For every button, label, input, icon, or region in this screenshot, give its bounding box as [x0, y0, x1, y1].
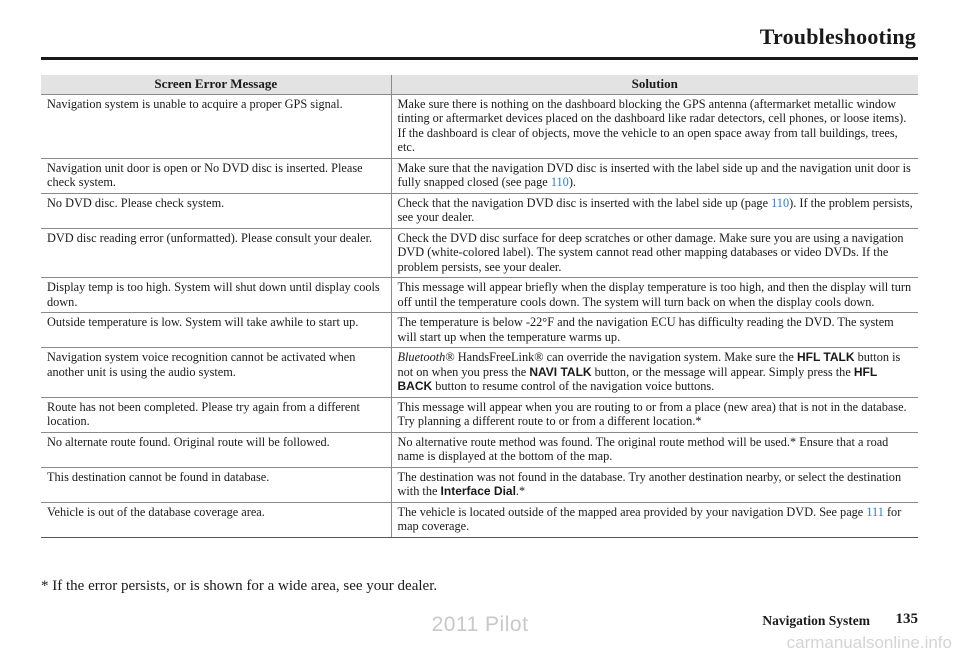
solution-text: Make sure there is nothing on the dashboard blocking the GPS antenna (aftermarket metallic window tinting or aftermarket devices placed on the dashboard like radar detectors, cell phones, or loose items). If the dashboard is clear of objects, move the vehicle to an open space away from tall buildings, trees, etc.	[397, 96, 907, 154]
error-message-cell: Navigation system voice recognition cannot be activated when another unit is using the audio system.	[41, 348, 391, 398]
table-row	[41, 94, 918, 158]
control-name: HFL TALK	[796, 350, 855, 364]
watermark-model: 2011 Pilot	[431, 613, 529, 636]
error-message-cell: No DVD disc. Please check system.	[41, 193, 391, 228]
page-reference-link[interactable]: 110	[771, 195, 790, 210]
table-row	[41, 397, 918, 432]
footer-section-label: Navigation System	[762, 613, 870, 628]
error-message-cell: This destination cannot be found in database.	[41, 467, 391, 502]
footnote: * If the error persists, or is shown for a wide area, see your dealer.	[41, 578, 438, 594]
table-row	[41, 278, 918, 313]
solution-cell	[391, 278, 918, 313]
solution-text: This message will appear when you are routing to or from a place (new area) that is not in the database. Try planning a different route to or from a different location.*	[397, 399, 907, 428]
table-row	[41, 502, 918, 537]
error-table	[41, 75, 918, 538]
control-name: Interface Dial	[440, 484, 516, 498]
error-message-cell: Outside temperature is low. System will take awhile to start up.	[41, 313, 391, 348]
solution-cell	[391, 94, 918, 158]
solution-text: Check the DVD disc surface for deep scratches or other damage. Make sure you are using a navigation DVD (white-colored label). The system cannot read other mapping databases or video DVDs. If the problem persists, see your dealer.	[397, 230, 904, 274]
table-row	[41, 228, 918, 278]
solution-cell	[391, 348, 918, 398]
solution-text: ® HandsFreeLink® can override the navigation system. Make sure the	[445, 350, 797, 364]
page-title: Troubleshooting	[759, 24, 916, 49]
control-name: HFL BACK	[397, 364, 877, 393]
solution-text: ). If the problem persists, see your dealer.	[397, 195, 913, 224]
solution-text: The destination was not found in the database. Try another destination nearby, or select the destination with the	[397, 469, 902, 498]
column-header-solution: Solution	[391, 75, 918, 94]
column-header-message: Screen Error Message	[41, 75, 391, 94]
solution-text: Make sure that the navigation DVD disc is inserted with the label side up and the navigation unit door is fully snapped closed (see page	[397, 160, 911, 189]
error-message-cell: Vehicle is out of the database coverage area.	[41, 502, 391, 537]
page-number: 135	[895, 611, 918, 627]
table-row	[41, 348, 918, 398]
page-reference-link[interactable]: 110	[550, 175, 569, 189]
table-row	[41, 432, 918, 467]
solution-cell	[391, 313, 918, 348]
solution-cell	[391, 502, 918, 537]
solution-cell	[391, 467, 918, 502]
solution-cell	[391, 432, 918, 467]
solution-text: No alternative route method was found. The original route method will be used.* Ensure that a road name is displayed at the bottom of the map.	[397, 434, 889, 463]
page-reference-link[interactable]: 111	[866, 504, 884, 519]
table-body	[41, 94, 918, 537]
table-row	[41, 313, 918, 348]
table-header-row	[41, 75, 918, 94]
solution-text: button, or the message will appear. Simply press the	[591, 364, 854, 379]
control-name: NAVI TALK	[529, 364, 592, 379]
title-rule	[41, 57, 918, 60]
solution-text: ).	[568, 175, 576, 189]
table-row	[41, 158, 918, 193]
solution-text: Check that the navigation DVD disc is inserted with the label side up (page	[397, 195, 772, 210]
solution-text: .*	[515, 484, 526, 498]
solution-text: for map coverage.	[397, 504, 902, 533]
solution-text: button is not on when you press the	[397, 350, 901, 379]
solution-text: The vehicle is located outside of the mapped area provided by your navigation DVD. See page	[397, 504, 867, 519]
solution-cell	[391, 228, 918, 278]
solution-cell	[391, 397, 918, 432]
error-message-cell: Route has not been completed. Please try again from a different location.	[41, 397, 391, 432]
table-row	[41, 467, 918, 502]
error-message-cell: Navigation unit door is open or No DVD disc is inserted. Please check system.	[41, 158, 391, 193]
solution-text: This message will appear briefly when the display temperature is too high, and then the display will turn off until the temperature cools down. The system will turn back on when the display cools down.	[397, 280, 912, 309]
watermark-site: carmanualsonline.info	[786, 633, 952, 652]
solution-cell	[391, 158, 918, 193]
error-message-cell: Display temp is too high. System will shut down until display cools down.	[41, 278, 391, 313]
error-message-cell: No alternate route found. Original route will be followed.	[41, 432, 391, 467]
error-message-cell: DVD disc reading error (unformatted). Please consult your dealer.	[41, 228, 391, 278]
table-row	[41, 193, 918, 228]
error-message-cell: Navigation system is unable to acquire a proper GPS signal.	[41, 94, 391, 158]
solution-cell	[391, 193, 918, 228]
solution-text: button to resume control of the navigation voice buttons.	[432, 379, 715, 393]
brand-name: Bluetooth	[397, 350, 446, 364]
solution-text: The temperature is below -22°F and the navigation ECU has difficulty reading the DVD. The system will start up when the temperature warms up.	[397, 315, 894, 344]
